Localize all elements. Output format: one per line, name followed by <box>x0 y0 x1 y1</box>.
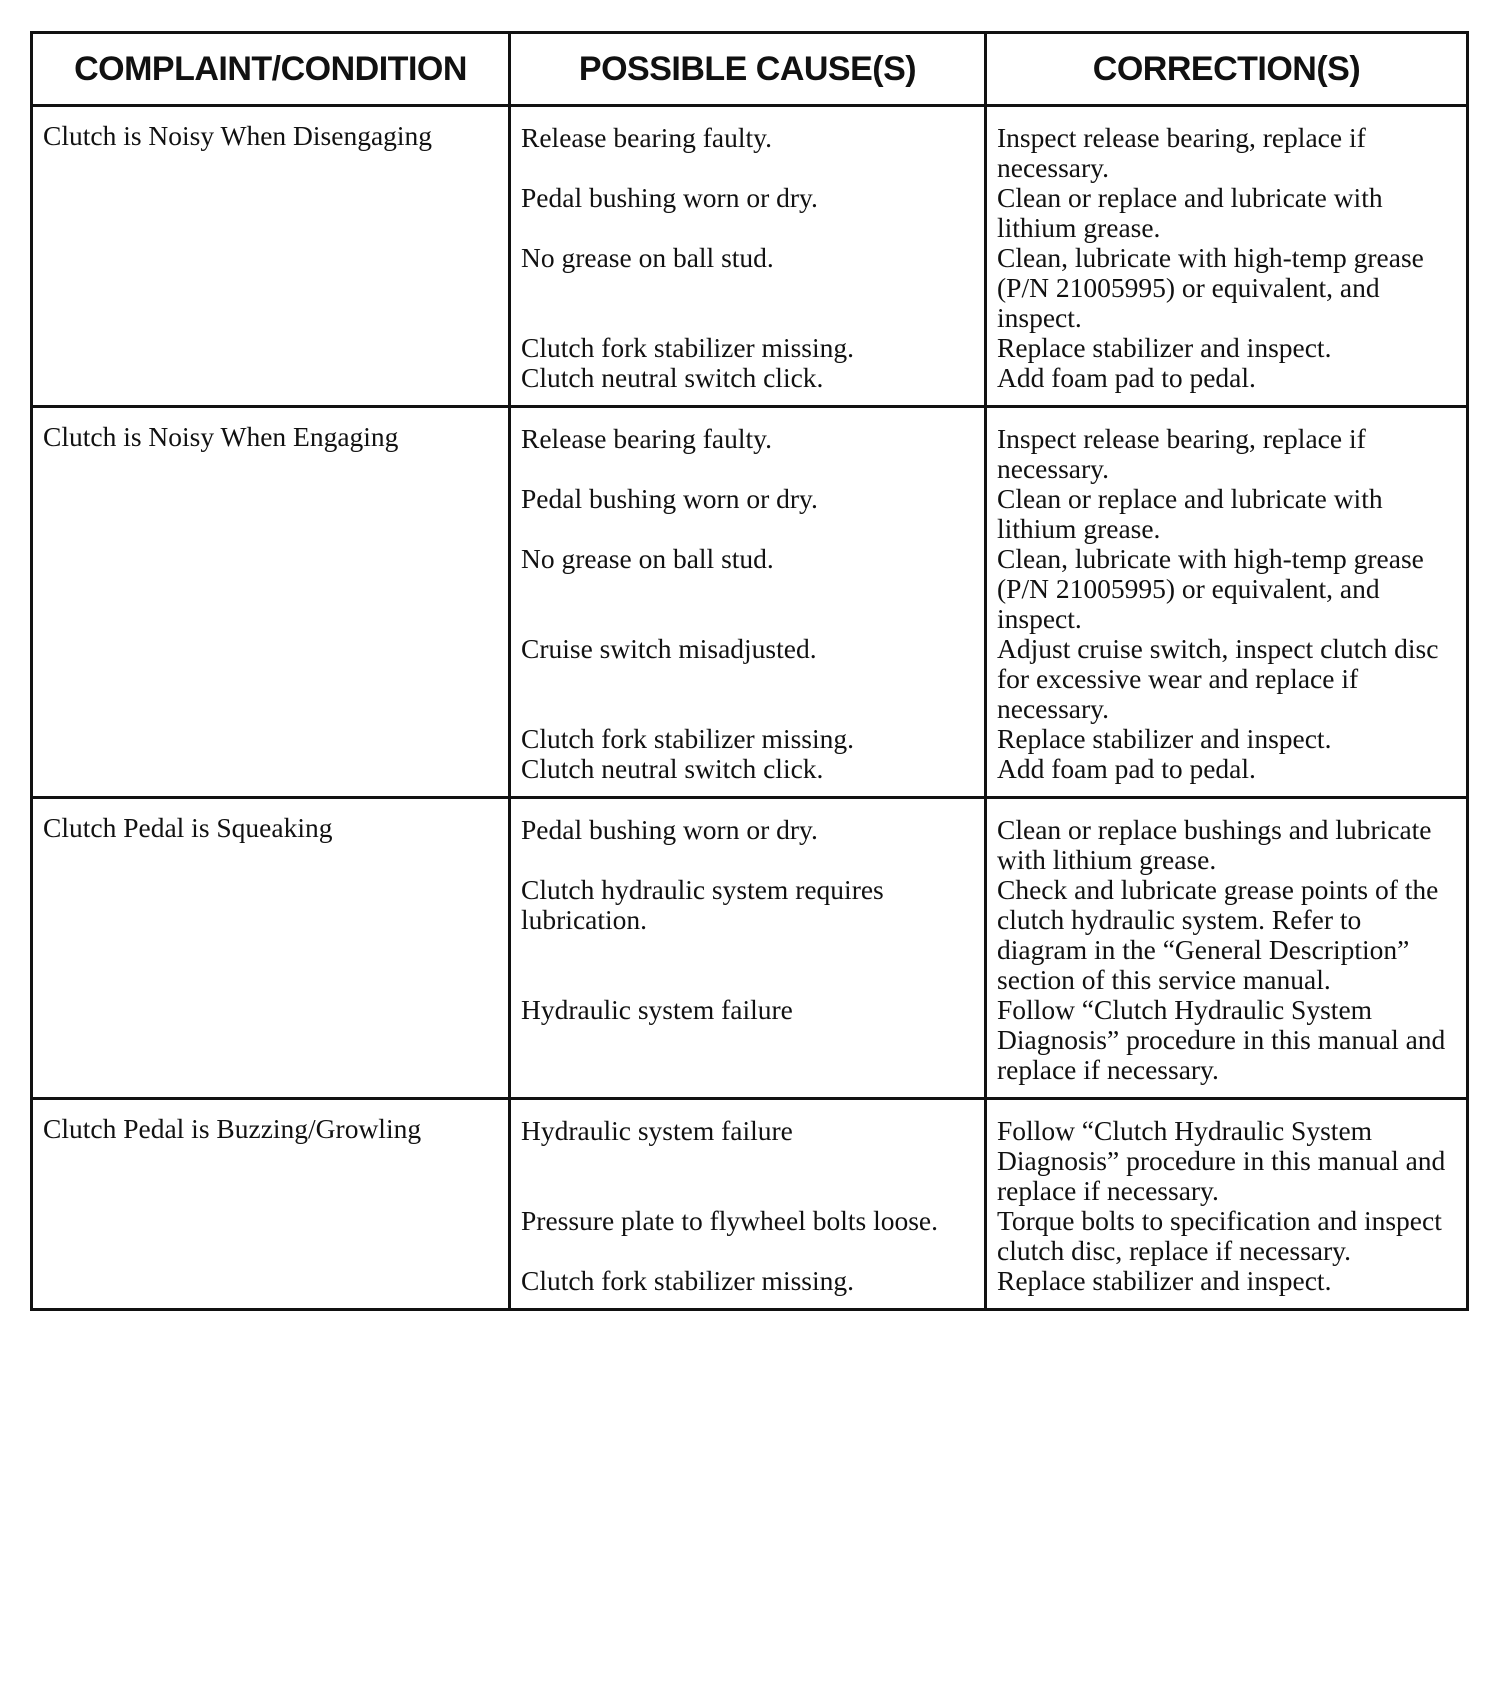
correction-cell: Add foam pad to pedal. <box>986 754 1468 798</box>
cause-cell: Clutch neutral switch click. <box>510 754 986 798</box>
correction-cell: Replace stabilizer and inspect. <box>986 333 1468 363</box>
cause-cell: Cruise switch misadjusted. <box>510 634 986 724</box>
condition-cell: Clutch Pedal is Squeaking <box>32 798 510 1099</box>
cause-cell: Pedal bushing worn or dry. <box>510 183 986 243</box>
condition-cell: Clutch Pedal is Buzzing/Growling <box>32 1099 510 1310</box>
cause-cell: Hydraulic system failure <box>510 1099 986 1207</box>
cause-cell: Pedal bushing worn or dry. <box>510 798 986 876</box>
correction-cell: Clean or replace and lubricate with lithium grease. <box>986 183 1468 243</box>
table-row <box>32 407 1468 485</box>
table-header <box>32 33 1468 106</box>
table-row <box>32 106 1468 184</box>
cause-cell: Release bearing faulty. <box>510 407 986 485</box>
table-row <box>32 1099 1468 1207</box>
correction-cell: Clean or replace bushings and lubricate with lithium grease. <box>986 798 1468 876</box>
correction-cell: Clean, lubricate with high-temp grease (P/N 21005995) or equivalent, and inspect. <box>986 243 1468 333</box>
diagnosis-table <box>30 31 1469 1311</box>
condition-cell: Clutch is Noisy When Engaging <box>32 407 510 798</box>
cause-cell: Release bearing faulty. <box>510 106 986 184</box>
correction-cell: Follow “Clutch Hydraulic System Diagnosis” procedure in this manual and replace if necessary. <box>986 995 1468 1099</box>
diagnosis-table-container <box>30 31 1466 1311</box>
correction-cell: Check and lubricate grease points of the clutch hydraulic system. Refer to diagram in the “General Description” section of this service manual. <box>986 875 1468 995</box>
cause-cell: Pedal bushing worn or dry. <box>510 484 986 544</box>
cause-cell: Pressure plate to flywheel bolts loose. <box>510 1206 986 1266</box>
correction-cell: Inspect release bearing, replace if necessary. <box>986 407 1468 485</box>
correction-cell: Follow “Clutch Hydraulic System Diagnosis” procedure in this manual and replace if necessary. <box>986 1099 1468 1207</box>
header-complaint: COMPLAINT/CONDITION <box>32 33 510 106</box>
cause-cell: Clutch fork stabilizer missing. <box>510 724 986 754</box>
header-cause: POSSIBLE CAUSE(S) <box>510 33 986 106</box>
condition-cell: Clutch is Noisy When Disengaging <box>32 106 510 407</box>
table-row <box>32 798 1468 876</box>
cause-cell: Clutch hydraulic system requires lubrication. <box>510 875 986 995</box>
correction-cell: Inspect release bearing, replace if necessary. <box>986 106 1468 184</box>
cause-cell: No grease on ball stud. <box>510 544 986 634</box>
cause-cell: No grease on ball stud. <box>510 243 986 333</box>
correction-cell: Torque bolts to specification and inspect clutch disc, replace if necessary. <box>986 1206 1468 1266</box>
cause-cell: Clutch fork stabilizer missing. <box>510 1266 986 1310</box>
correction-cell: Replace stabilizer and inspect. <box>986 724 1468 754</box>
cause-cell: Hydraulic system failure <box>510 995 986 1099</box>
correction-cell: Clean or replace and lubricate with lithium grease. <box>986 484 1468 544</box>
correction-cell: Add foam pad to pedal. <box>986 363 1468 407</box>
correction-cell: Adjust cruise switch, inspect clutch disc for excessive wear and replace if necessary. <box>986 634 1468 724</box>
cause-cell: Clutch neutral switch click. <box>510 363 986 407</box>
correction-cell: Clean, lubricate with high-temp grease (P/N 21005995) or equivalent, and inspect. <box>986 544 1468 634</box>
table-body <box>32 106 1468 1310</box>
header-correction: CORRECTION(S) <box>986 33 1468 106</box>
cause-cell: Clutch fork stabilizer missing. <box>510 333 986 363</box>
header-row <box>32 33 1468 106</box>
correction-cell: Replace stabilizer and inspect. <box>986 1266 1468 1310</box>
